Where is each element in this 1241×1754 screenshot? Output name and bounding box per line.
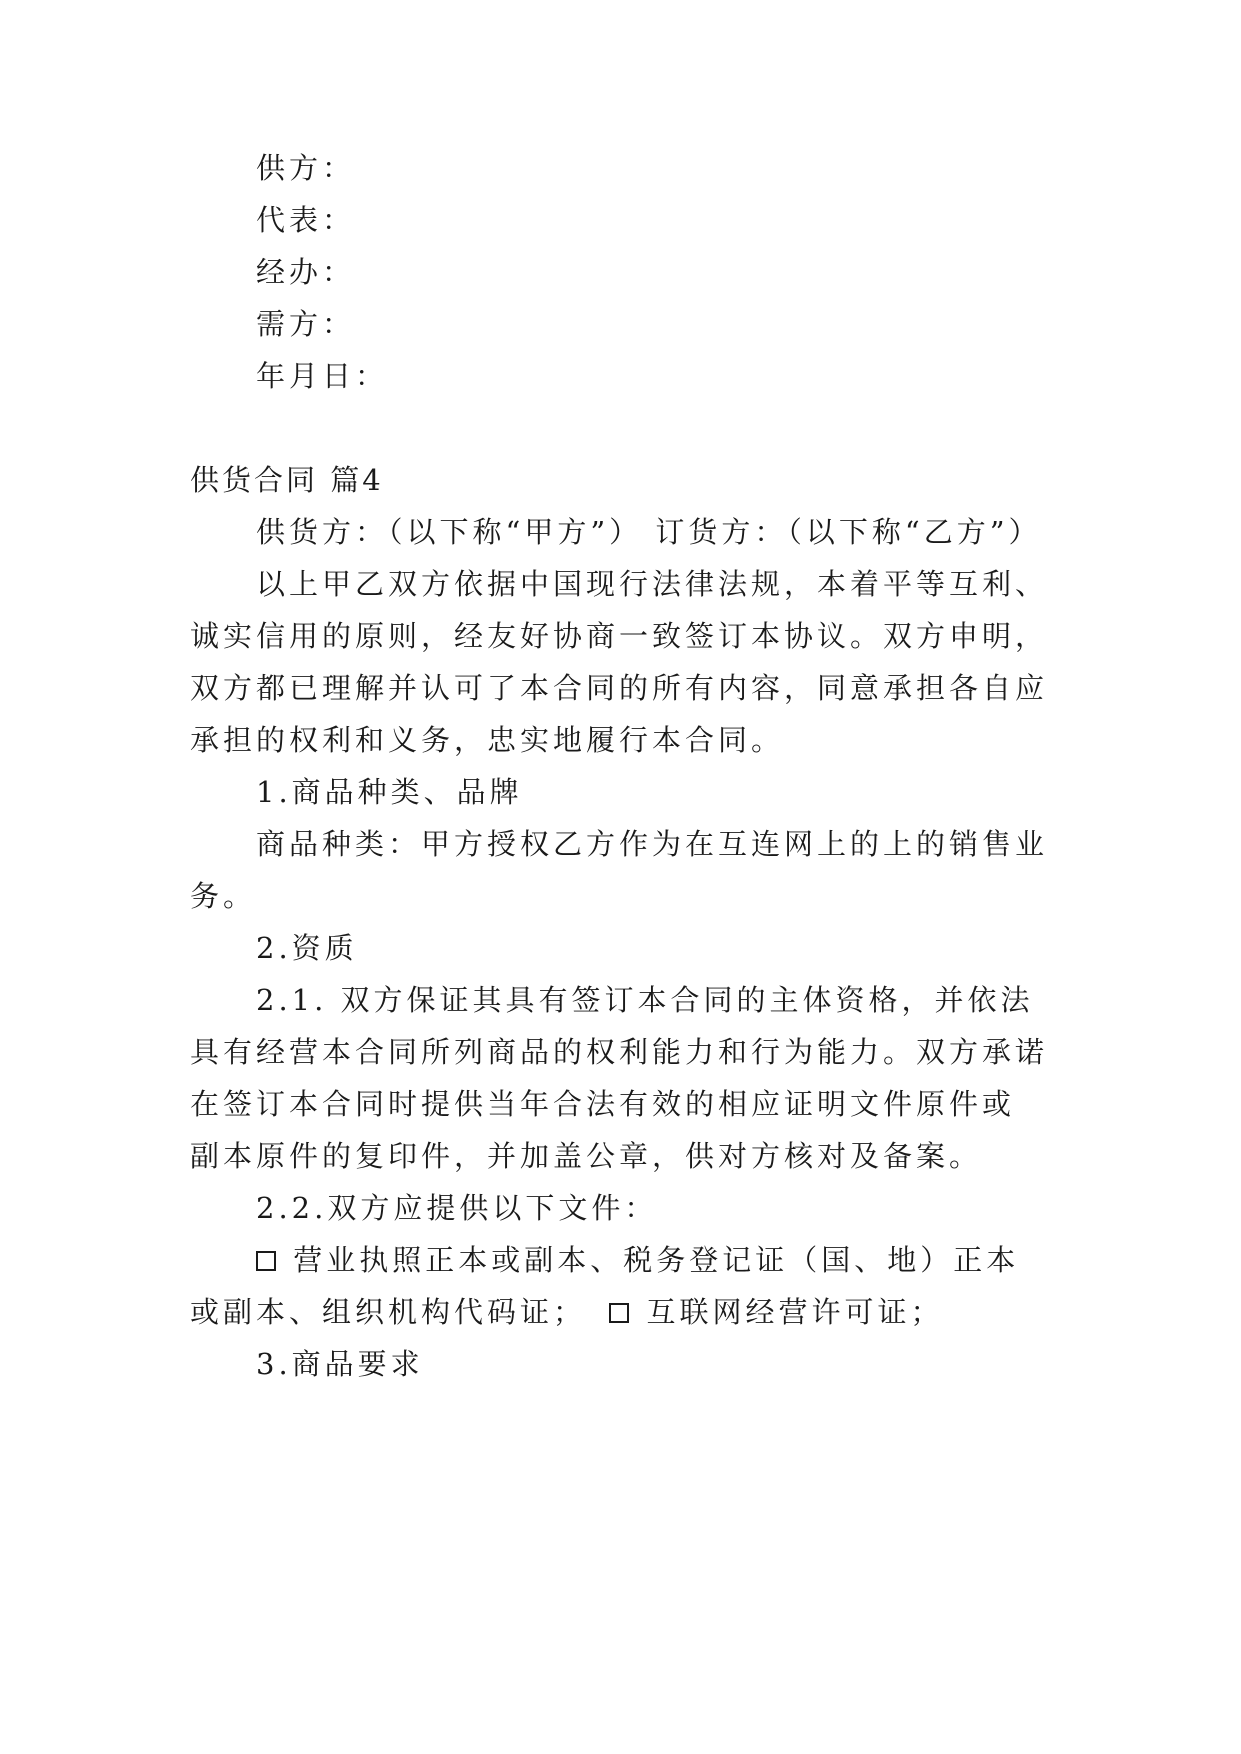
clause-1-title: 1.商品种类、品牌 [256,775,523,809]
section-title: 供货合同 篇4 [190,463,384,497]
document-list-line-2 [190,1292,943,1332]
handler-signature-label: 经办： [256,255,356,289]
buyer-signature-label: 需方： [256,307,356,341]
representative-signature-label: 代表： [256,203,356,237]
preamble-line-1: 以上甲乙双方依据中国现行法律法规，本着平等互利、 [256,567,1049,601]
document-list-line-1-text: 营业执照正本或副本、税务登记证（国、地）正本 [293,1243,1020,1277]
document-list-line-2a-text: 或副本、组织机构代码证； [190,1295,587,1329]
clause-3-title: 3.商品要求 [256,1347,424,1381]
clause-2-1-line-3: 在签订本合同时提供当年合法有效的相应证明文件原件或 [190,1087,1016,1121]
preamble-line-2: 诚实信用的原则，经友好协商一致签订本协议。双方申明， [190,619,1049,653]
checkbox-icon [609,1303,629,1323]
date-signature-label: 年月日： [256,359,389,393]
supplier-signature-label: 供方： [256,151,356,185]
clause-2-title: 2.资质 [256,931,358,965]
checkbox-icon [256,1251,276,1271]
document-list-line-1 [256,1240,1019,1280]
clause-2-1-line-1: 2.1. 双方保证其具有签订本合同的主体资格，并依法 [256,983,1034,1017]
clause-1-line-2: 务。 [190,879,257,913]
clause-1-line-1: 商品种类：甲方授权乙方作为在互连网上的上的销售业 [256,827,1049,861]
document-list-line-2b-text: 互联网经营许可证； [646,1295,944,1329]
clause-2-2-title: 2.2.双方应提供以下文件： [256,1191,658,1225]
preamble-line-4: 承担的权利和义务，忠实地履行本合同。 [190,723,785,757]
parties-line: 供货方：（以下称“甲方”） 订货方：（以下称“乙方”） [256,515,1042,549]
clause-2-1-line-2: 具有经营本合同所列商品的权利能力和行为能力。双方承诺 [190,1035,1049,1069]
preamble-line-3: 双方都已理解并认可了本合同的所有内容，同意承担各自应 [190,671,1049,705]
clause-2-1-line-4: 副本原件的复印件，并加盖公章，供对方核对及备案。 [190,1139,983,1173]
